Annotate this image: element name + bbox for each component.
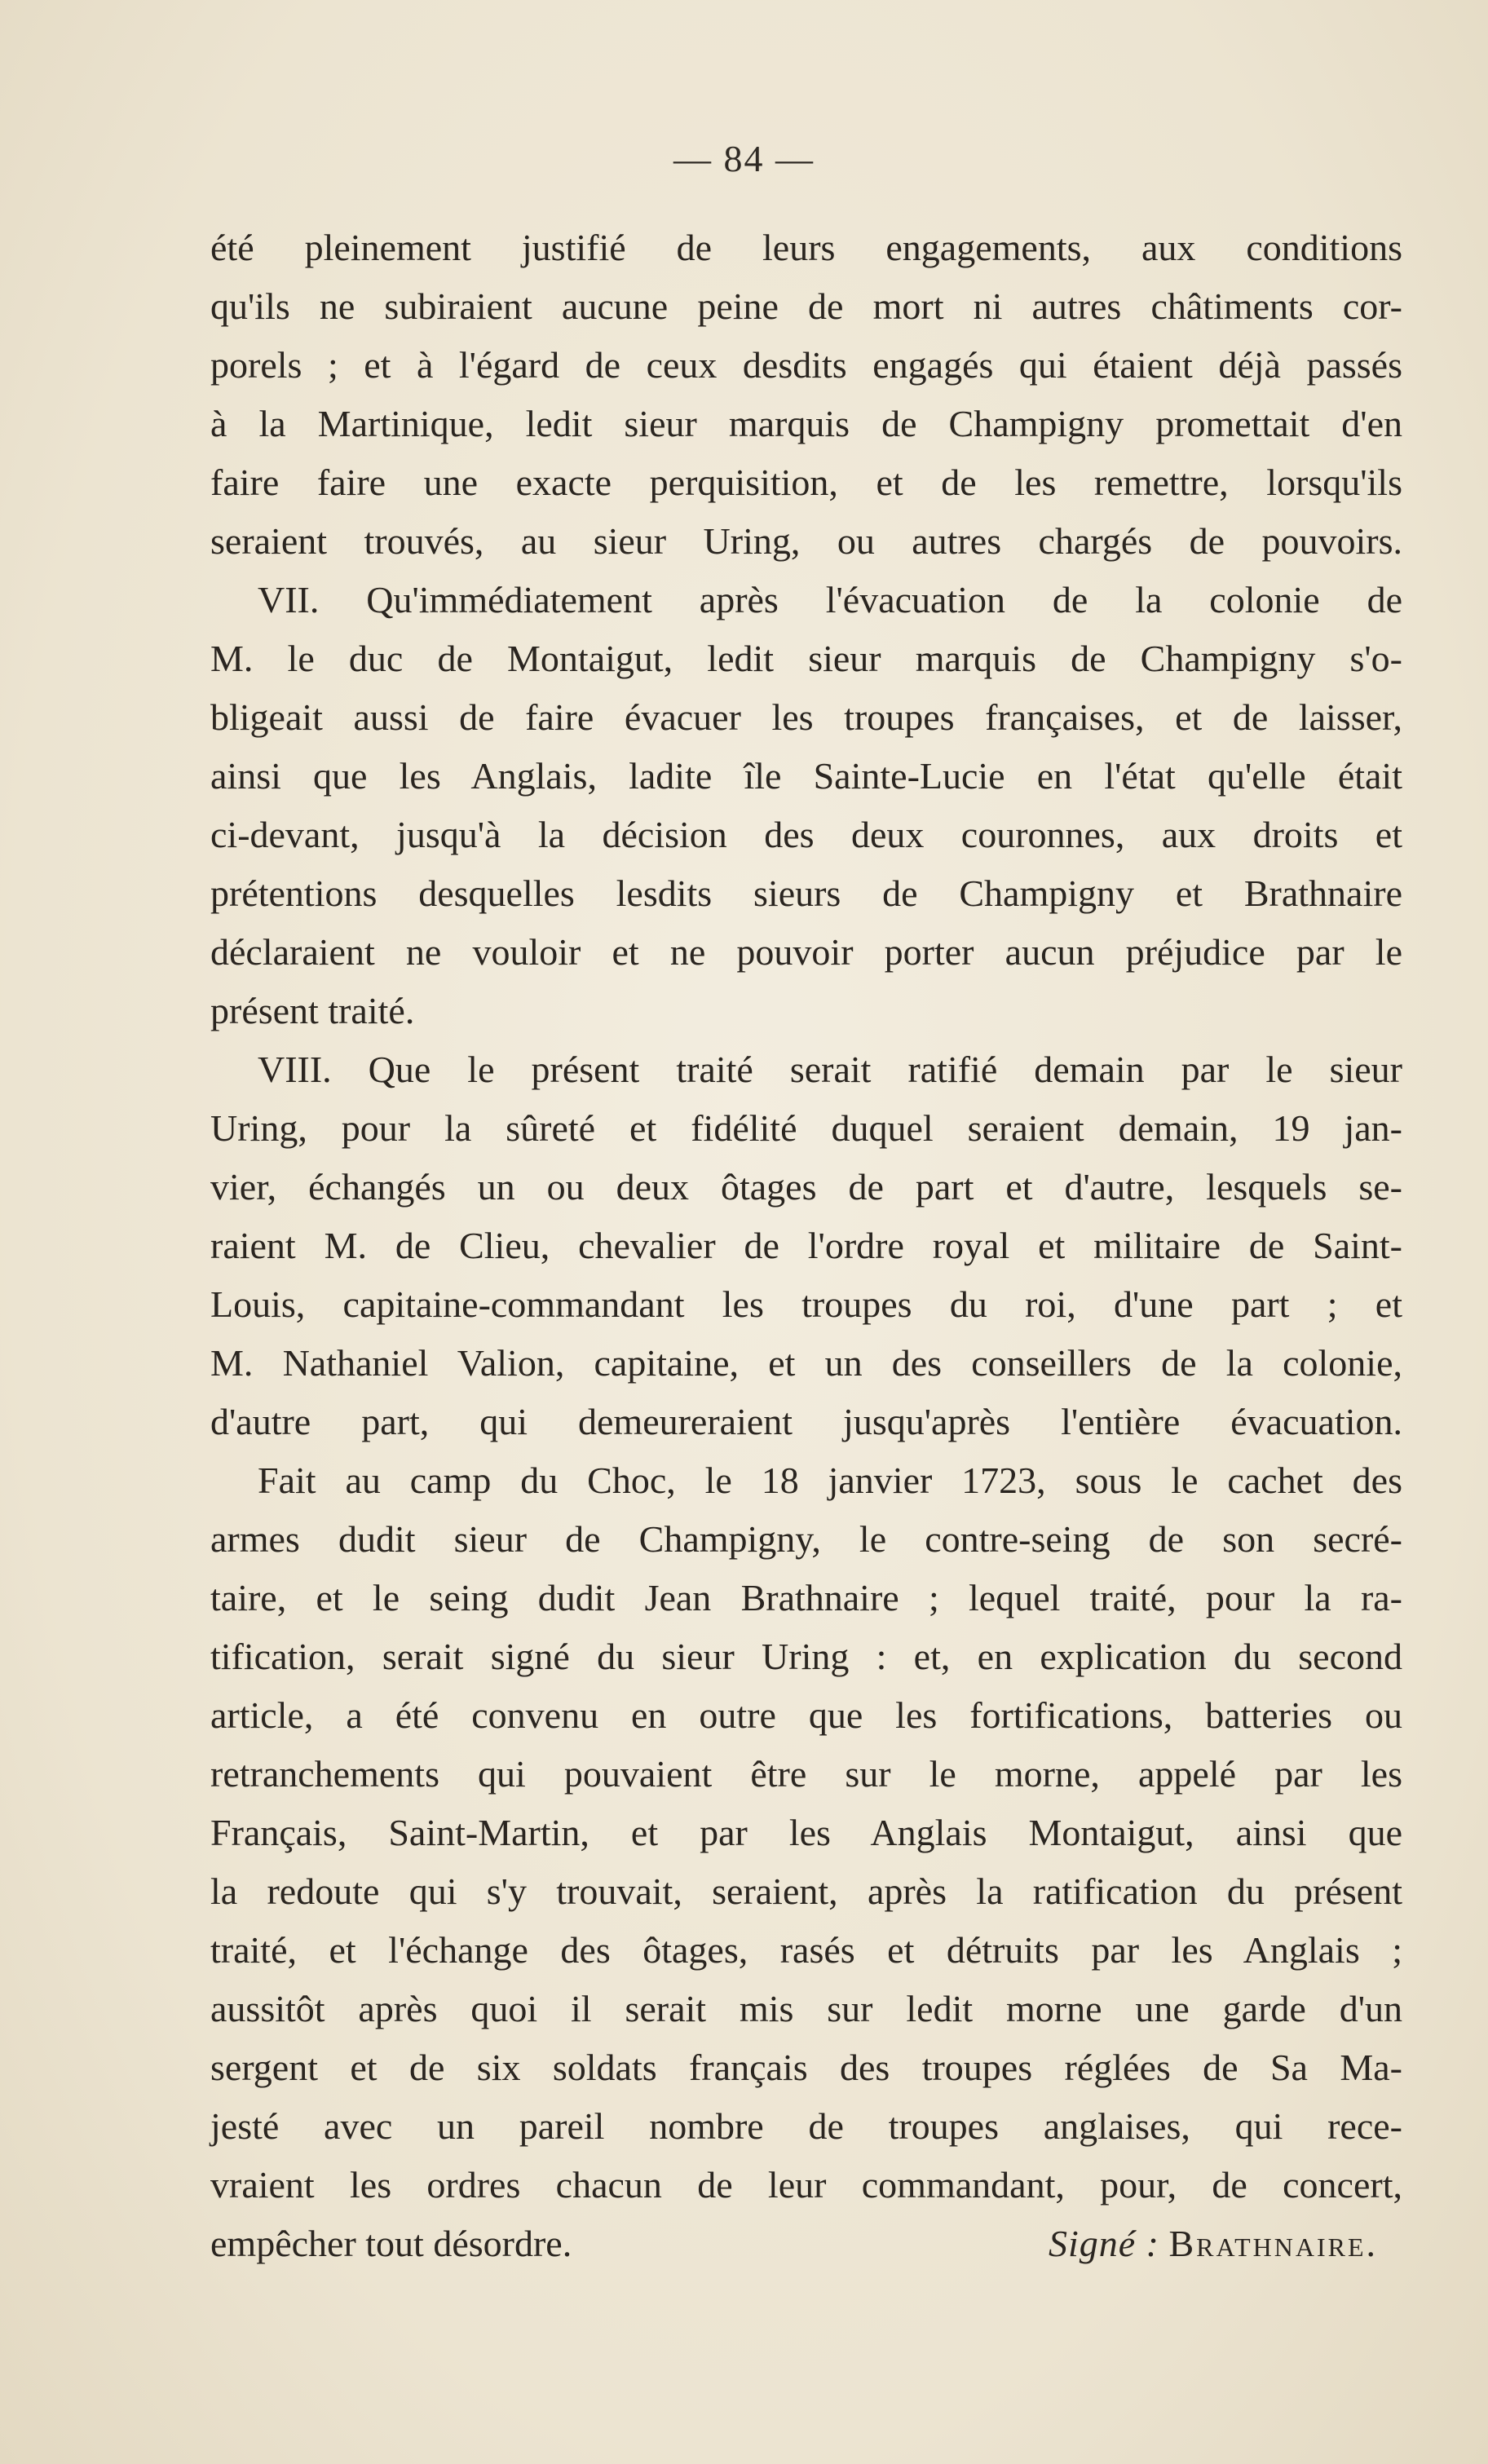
text-line: M. Nathaniel Valion, capitaine, et un des conseillers de la colonie, (210, 1342, 1402, 1384)
signature-label: Signé : (1048, 2223, 1159, 2264)
signature-line (210, 2215, 1402, 2273)
text-line: ci-devant, jusqu'à la décision des deux couronnes, aux droits et (210, 814, 1402, 855)
text-line: sergent et de six soldats français des troupes réglées de Sa Ma- (210, 2047, 1402, 2088)
text-line: aussitôt après quoi il serait mis sur ledit morne une garde d'un (210, 1988, 1402, 2029)
text-line: retranchements qui pouvaient être sur le morne, appelé par les (210, 1753, 1402, 1795)
text-line: traité, et l'échange des ôtages, rasés et détruits par les Anglais ; (210, 1929, 1402, 1971)
text-line: Français, Saint-Martin, et par les Anglais Montaigut, ainsi que (210, 1812, 1402, 1853)
page-number: — 84 — (673, 138, 815, 179)
text-line: bligeait aussi de faire évacuer les troupes françaises, et de laisser, (210, 696, 1402, 738)
text-line: déclaraient ne vouloir et ne pouvoir porter aucun préjudice par le (210, 931, 1402, 973)
text-line: ainsi que les Anglais, ladite île Sainte-Lucie en l'état qu'elle était (210, 755, 1402, 797)
text-line: M. le duc de Montaigut, ledit sieur marquis de Champigny s'o- (210, 638, 1402, 679)
signature-name: Brathnaire. (1168, 2223, 1378, 2264)
text-line: jesté avec un pareil nombre de troupes anglaises, qui rece- (210, 2105, 1402, 2147)
body-text (210, 219, 1402, 2273)
text-line: VIII. Que le présent traité serait ratifié demain par le sieur (258, 1049, 1402, 1090)
text-line: qu'ils ne subiraient aucune peine de mort ni autres châtiments cor- (210, 285, 1402, 327)
text-line: été pleinement justifié de leurs engagements, aux conditions (210, 227, 1402, 268)
text-line: Fait au camp du Choc, le 18 janvier 1723, sous le cachet des (258, 1459, 1402, 1501)
text-line: article, a été convenu en outre que les fortifications, batteries ou (210, 1694, 1402, 1736)
text-line: d'autre part, qui demeureraient jusqu'après l'entière évacuation. (210, 1401, 1402, 1442)
text-line: Uring, pour la sûreté et fidélité duquel seraient demain, 19 jan- (210, 1107, 1402, 1149)
text-line: la redoute qui s'y trouvait, seraient, après la ratification du présent (210, 1870, 1402, 1912)
signature (1049, 2215, 1402, 2273)
text-line: à la Martinique, ledit sieur marquis de Champigny promettait d'en (210, 403, 1402, 444)
text-line: faire faire une exacte perquisition, et de les remettre, lorsqu'ils (210, 461, 1402, 503)
text-line: taire, et le seing dudit Jean Brathnaire ; lequel traité, pour la ra- (210, 1577, 1402, 1618)
text-line: raient M. de Clieu, chevalier de l'ordre royal et militaire de Saint- (210, 1225, 1402, 1266)
text-line: tification, serait signé du sieur Uring : et, en explication du second (210, 1636, 1402, 1677)
closing-text: empêcher tout désordre. (210, 2223, 572, 2264)
text-line: vier, échangés un ou deux ôtages de part et d'autre, lesquels se- (210, 1166, 1402, 1208)
text-line: Louis, capitaine-commandant les troupes du roi, d'une part ; et (210, 1283, 1402, 1325)
text-line: porels ; et à l'égard de ceux desdits engagés qui étaient déjà passés (210, 344, 1402, 386)
text-line: prétentions desquelles lesdits sieurs de Champigny et Brathnaire (210, 872, 1402, 914)
text-line: armes dudit sieur de Champigny, le contre-seing de son secré- (210, 1518, 1402, 1560)
text-line: vraient les ordres chacun de leur commandant, pour, de concert, (210, 2164, 1402, 2206)
text-line: VII. Qu'immédiatement après l'évacuation de la colonie de (258, 579, 1402, 620)
text-line: présent traité. (210, 990, 415, 1031)
text-line: seraient trouvés, au sieur Uring, ou autres chargés de pouvoirs. (210, 520, 1402, 562)
